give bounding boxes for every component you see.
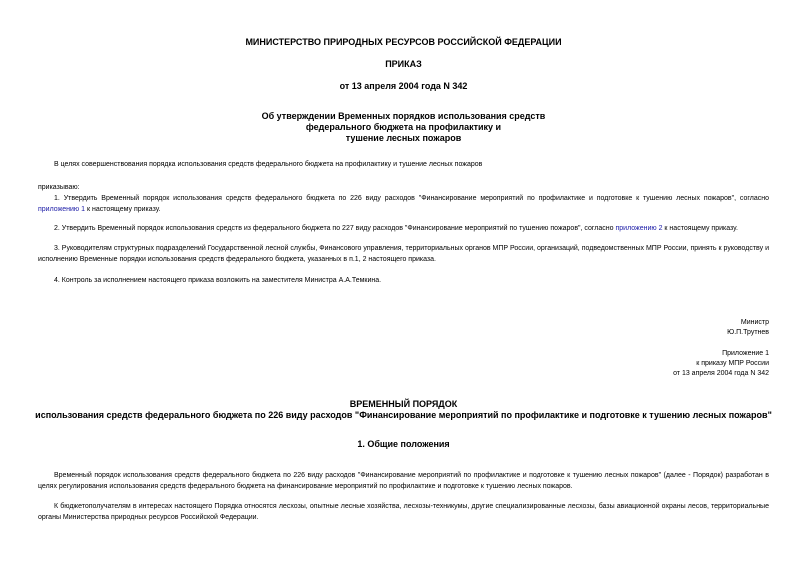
order-title	[0, 111, 807, 144]
signature-position: Министр	[740, 319, 769, 326]
ministry-heading: МИНИСТЕРСТВО ПРИРОДНЫХ РЕСУРСОВ РОССИЙСКОЙ ФЕДЕРАЦИИ	[245, 37, 562, 47]
item-1-text: 1. Утвердить Временный порядок использования средств федерального бюджета по 226 виду расходов "Финансирование мероприятий по профилактике и подготовке к тушению лесных пожаров", согласно	[54, 195, 769, 202]
date-number: от 13 апреля 2004 года N 342	[339, 81, 468, 91]
item-4-paragraph: 4. Контроль за исполнением настоящего приказа возложить на заместителя Министра А.А.Темкина.	[54, 277, 382, 284]
item-2-paragraph	[38, 223, 769, 234]
item-1-paragraph	[38, 193, 769, 215]
order-word: приказываю:	[38, 184, 80, 191]
order-title-line-1: Об утверждении Временных порядков использования средств	[261, 111, 546, 121]
appendix-2-link[interactable]: приложению 2	[615, 225, 663, 232]
doc-type-heading: ПРИКАЗ	[385, 59, 422, 69]
appendix-subtitle: использования средств федерального бюджета по 226 виду расходов "Финансирование мероприятий по профилактике и подготовке к тушению лесных пожаров"	[35, 410, 772, 420]
item-2-text-end: к настоящему приказу.	[662, 225, 738, 232]
item-1-text-end: к настоящему приказу.	[85, 206, 161, 213]
section-1-heading: 1. Общие положения	[357, 439, 450, 449]
order-title-line-3: тушение лесных пожаров	[345, 133, 462, 143]
appendix-paragraph-1: Временный порядок использования средств федерального бюджета по 226 виду расходов "Финансирование мероприятий по профилактике и подготовке к тушению лесных пожаров" (далее - Порядок) разработан в целях регулирования использования средств федерального бюджета на финансирование мероприятий по профилактике и подготовке к тушению лесных пожаров.	[38, 472, 769, 490]
item-3-paragraph: 3. Руководителям структурных подразделений Государственной лесной службы, Финансового управления, территориальных органов МПР России, организаций, подведомственных МПР России, принять к руководству и исполнению Временные порядки использования средств федерального бюджета, указанных в п.1, 2 настоящего приказа.	[38, 245, 769, 263]
appendix-ref-line-3: от 13 апреля 2004 года N 342	[673, 370, 769, 377]
appendix-paragraph-2: К бюджетополучателям в интересах настоящего Порядка относятся лесхозы, опытные лесные хозяйства, лесхозы-техникумы, другие специализированные лесхозы, базы авиационной охраны лесов, территориальные органы Министерства природных ресурсов Российской Федерации.	[38, 503, 769, 521]
item-2-text: 2. Утвердить Временный порядок использования средств из федерального бюджета по 227 виду расходов "Финансирование мероприятий по тушению пожаров", согласно	[54, 225, 616, 232]
appendix-title: ВРЕМЕННЫЙ ПОРЯДОК	[349, 399, 458, 409]
appendix-1-link[interactable]: приложению 1	[38, 206, 86, 213]
appendix-ref-line-2: к приказу МПР России	[696, 360, 769, 367]
order-title-line-2: федерального бюджета на профилактику и	[305, 122, 502, 132]
preamble-paragraph: В целях совершенствования порядка использования средств федерального бюджета на профилактику и тушение лесных пожаров	[54, 161, 483, 168]
appendix-ref-line-1: Приложение 1	[722, 350, 769, 357]
signature-name: Ю.П.Трутнев	[727, 329, 769, 336]
